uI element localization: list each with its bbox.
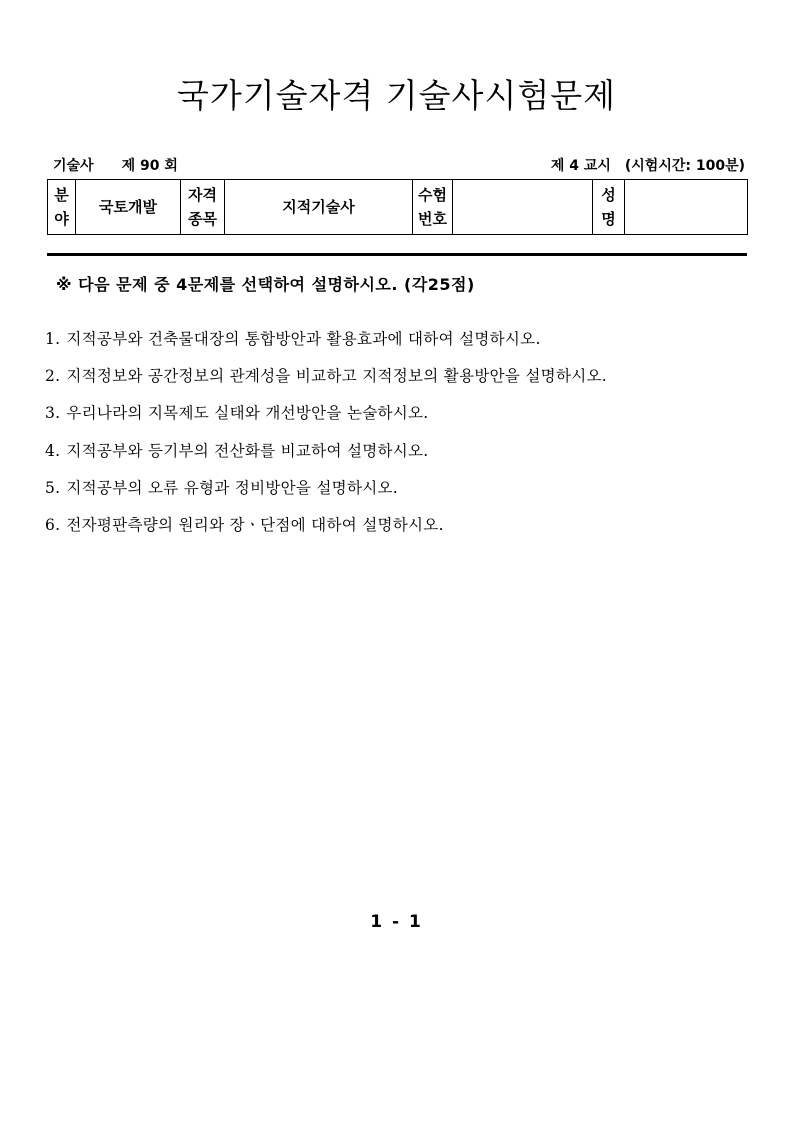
question-item xyxy=(45,401,607,438)
qualification-label: 자격 종목 xyxy=(181,180,225,235)
exam-session: 제 4 교시 xyxy=(550,158,611,174)
page-number: 1 - 1 xyxy=(370,912,423,932)
exam-session-time xyxy=(537,155,745,175)
question-item xyxy=(45,327,607,364)
section-divider xyxy=(47,253,747,256)
exam-header-line xyxy=(53,155,745,177)
question-item xyxy=(45,439,607,476)
instruction-text: ※ 다음 문제 중 4문제를 선택하여 설명하시오. (각25점) xyxy=(56,275,475,294)
question-text: 전자평판측량의 원리와 장ㆍ단점에 대하여 설명하시오. xyxy=(66,515,444,534)
name-field[interactable] xyxy=(625,180,748,235)
question-item xyxy=(45,476,607,513)
question-list xyxy=(45,327,607,550)
exam-info-table xyxy=(47,179,748,235)
question-item xyxy=(45,364,607,401)
question-number: 3. xyxy=(45,404,61,423)
exam-grade: 기술사 xyxy=(53,158,94,174)
question-item xyxy=(45,513,607,550)
question-text: 지적공부와 건축물대장의 통합방안과 활용효과에 대하여 설명하시오. xyxy=(66,330,541,348)
question-text: 지적공부와 등기부의 전산화를 비교하여 설명하시오. xyxy=(66,441,429,460)
question-number: 2. xyxy=(45,367,61,386)
question-text: 지적정보와 공간정보의 관계성을 비교하고 지적정보의 활용방안을 설명하시오. xyxy=(66,367,607,386)
exam-number-label: 수험 번호 xyxy=(413,180,453,235)
question-number: 6. xyxy=(45,515,61,534)
question-number: 1. xyxy=(45,330,61,348)
name-label: 성 명 xyxy=(593,180,625,235)
question-text: 지적공부의 오류 유형과 정비방안을 설명하시오. xyxy=(66,478,398,497)
exam-grade-round xyxy=(53,155,206,175)
document-title: 국가기술자격 기술사시험문제 xyxy=(177,76,616,115)
qualification-value: 지적기술사 xyxy=(225,180,413,235)
question-text: 우리나라의 지목제도 실태와 개선방안을 논술하시오. xyxy=(66,404,429,423)
question-number: 4. xyxy=(45,441,61,460)
exam-time: (시험시간: 100분) xyxy=(624,158,745,174)
field-label: 분 야 xyxy=(48,180,76,235)
exam-round: 제 90 회 xyxy=(121,158,178,174)
exam-number-field[interactable] xyxy=(453,180,593,235)
field-value: 국토개발 xyxy=(76,180,181,235)
question-number: 5. xyxy=(45,478,61,497)
